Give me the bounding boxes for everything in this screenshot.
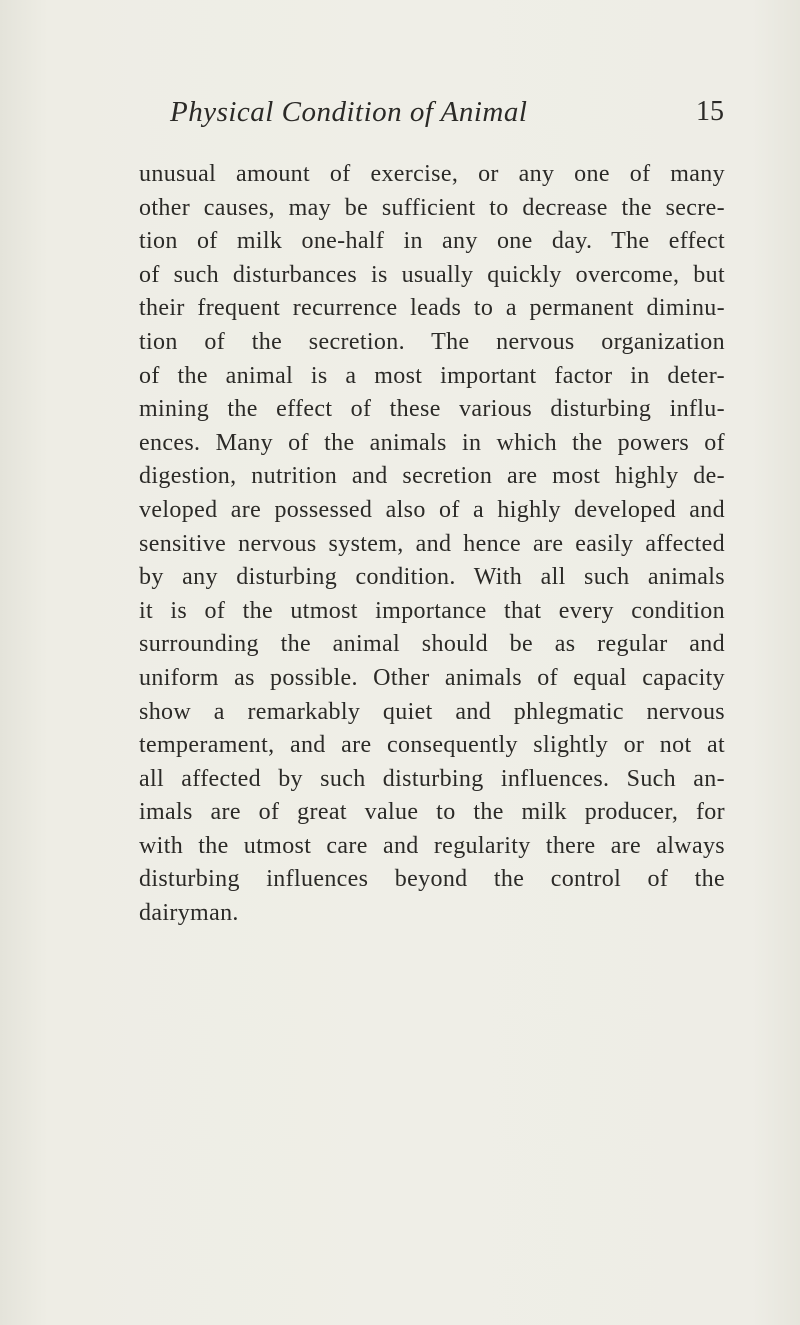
text-line: digestion, nutrition and secretion are most highly de- bbox=[139, 463, 725, 490]
text-line: tion of the secretion. The nervous organization bbox=[139, 328, 725, 355]
text-line: veloped are possessed also of a highly developed and bbox=[139, 496, 725, 523]
text-line: dairyman. bbox=[139, 900, 239, 927]
text-line: of such disturbances is usually quickly overcome, but bbox=[139, 261, 725, 288]
text-line: other causes, may be sufficient to decrease the secre- bbox=[139, 194, 725, 221]
text-line: their frequent recurrence leads to a permanent diminu- bbox=[139, 295, 725, 322]
text-line: temperament, and are consequently slightly or not at bbox=[139, 732, 725, 759]
text-line: ences. Many of the animals in which the powers of bbox=[139, 429, 725, 456]
text-line: of the animal is a most important factor in deter- bbox=[139, 362, 725, 389]
text-line: it is of the utmost importance that every condition bbox=[139, 597, 725, 624]
text-line: with the utmost care and regularity there are always bbox=[139, 832, 725, 859]
text-line: unusual amount of exercise, or any one of many bbox=[139, 161, 725, 187]
text-line: imals are of great value to the milk producer, for bbox=[139, 799, 725, 826]
text-line: sensitive nervous system, and hence are easily affected bbox=[139, 530, 725, 557]
text-line: by any disturbing condition. With all such animals bbox=[139, 564, 725, 591]
running-title: Physical Condition of Animal bbox=[170, 96, 528, 128]
text-line: show a remarkably quiet and phlegmatic nervous bbox=[139, 698, 725, 725]
text-line: tion of milk one-half in any one day. The effect bbox=[139, 228, 725, 255]
text-line: all affected by such disturbing influences. Such an- bbox=[139, 765, 725, 792]
page-number: 15 bbox=[696, 96, 724, 127]
body-paragraph bbox=[139, 158, 725, 931]
text-line: mining the effect of these various disturbing influ- bbox=[139, 396, 725, 423]
text-line: disturbing influences beyond the control of the bbox=[139, 866, 725, 893]
text-line: surrounding the animal should be as regular and bbox=[139, 631, 725, 658]
running-head bbox=[140, 96, 724, 136]
text-line: uniform as possible. Other animals of equal capacity bbox=[139, 664, 725, 691]
